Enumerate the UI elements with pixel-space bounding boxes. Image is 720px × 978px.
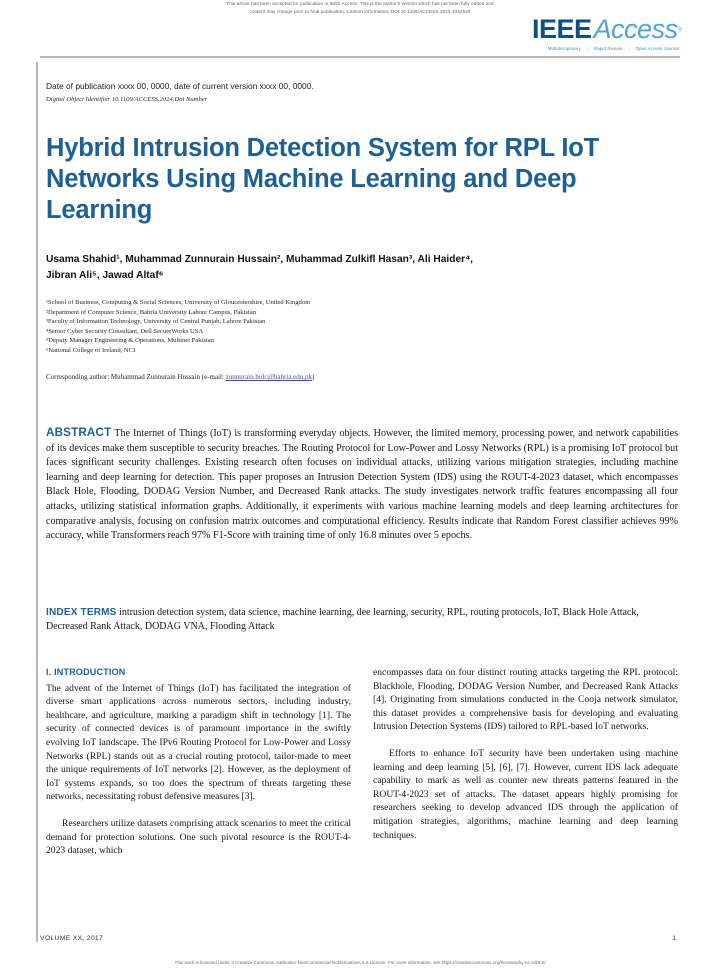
affiliation-item: ⁴Senior Cyber Security Consultant, Dell SecureWorks USA (46, 327, 204, 335)
index-terms-label: INDEX TERMS (46, 607, 117, 618)
footer-page-number: 1 (672, 935, 676, 942)
intro-paragraph-2: Researchers utilize datasets comprising attack scenarios to meet the critical demand for protection solutions. One such pivotal resource is the ROUT-4-2023 dataset, which (46, 817, 351, 857)
affiliation-item: ⁶National College of Ireland, NCI (46, 346, 136, 354)
intro-paragraph-1: The advent of the Internet of Things (IoT) has facilitated the integration of diverse smart applications across numerous sectors, including industry, healthcare, and agriculture, marking a paradigm shift in technology [1]. The security of connected devices is of paramount importance in the swiftly evolving IoT landscape. The IPv6 Routing Protocol for Low-Power and Lossy Networks (RPL) stands out as a crucial routing protocol, tailor-made to meet the unique requirements of IoT networks [2]. However, as the deployment of IoT systems expands, so too does the spectrum of threats targeting these networks, necessitating robust defensive measures [3]. (46, 682, 351, 803)
corresponding-author (46, 372, 646, 382)
corresponding-author-suffix: ) (311, 373, 315, 381)
digital-object-identifier: Digital Object Identifier 10.1109/ACCESS.2024.Doi Number (46, 96, 208, 103)
affiliation-item: ²Department of Computer Science, Bahria University Lahore Campus, Pakistan (46, 308, 256, 316)
index-terms-section (46, 606, 666, 635)
abstract-label: ABSTRACT (46, 426, 112, 439)
body-column-right (373, 666, 678, 921)
left-margin-rule (36, 62, 38, 942)
affiliation-item: ⁵Deputy Manager Engineering & Operations, Multinet Pakistan (46, 337, 215, 345)
author-line-1: Usama Shahid¹, Muhammad Zunnurain Hussain², Muhammad Zulkifl Hasan³, Ali Haider⁴, (46, 254, 473, 265)
license-notice: This work is licensed under a Creative Commons Attribution-NonCommercial-NoDerivatives 4.0 License. For more information, see https://creativecommons.org/licenses/by-nc-nd/4.0/ (174, 960, 546, 965)
intro-paragraph-4: Efforts to enhance IoT security have been undertaken using machine learning and deep learning [5], [6], [7]. However, current IDS lack adequate capability to mark as well as counter new threats patterns featured in the ROUT-4-2023 set of attacks. The dataset appears highly promising for researchers seeking to develop advanced IDS through the application of mitigation strategies, algorithms, machine learning and deep learning techniques. (373, 747, 678, 841)
tagline-open-access: Open Access Journal (635, 46, 679, 51)
affiliation-list (46, 298, 606, 356)
footer-volume: VOLUME XX, 2017 (40, 935, 104, 942)
page-title: Hybrid Intrusion Detection System for RPL IoT Networks Using Machine Learning and Deep Learning (46, 134, 600, 224)
abstract-text: The Internet of Things (IoT) is transforming everyday objects. However, the limited memory, processing power, and network capabilities of its devices make them susceptible to security breaches. The Routing Protocol for Low-Power and Lossy Networks (RPL) is a promising IoT protocol but faces significant security challenges. Existing research often focuses on individual attacks, utilizing various mitigation strategies, including machine learning and deep learning for detection. This paper proposes an Intrusion Detection System (IDS) using the ROUT-4-2023 dataset, which encompasses Black Hole, Flooding, DODAG Version Number, and Decreased Rank attacks. The study investigates network traffic features encompassing all four attacks, utilizing statistical information graphs. Additionally, it experiments with various machine learning models and deep learning architectures for comparative analysis, focusing on confusion matrix outcomes and computational efficiency. Results indicate that Random Forest classifier achieves 99% accuracy, while Transformers reach 97% F1-Score with training time of only 16.8 minutes over 5 epochs. (46, 428, 678, 542)
logo-tagline (532, 46, 682, 51)
affiliation-item: ³Faculty of Information Technology, University of Central Punjab, Lahore Pakistan (46, 318, 266, 326)
author-line-2: Jibran Ali⁵, Jawad Altaf⁶ (46, 269, 164, 281)
tagline-multidisciplinary: Multidisciplinary (547, 46, 581, 51)
header-divider (40, 56, 680, 58)
ieee-access-logo (532, 16, 682, 51)
ieee-wordmark: IEEE (532, 14, 592, 44)
publication-dates: Date of publication xxxx 00, 0000, date of current version xxxx 00, 0000. (46, 81, 314, 91)
access-wordmark: Access (593, 14, 678, 44)
accept-notice-line-1: This article has been accepted for publication in IEEE Access. This is the author's version which has not been fully edited and (226, 1, 494, 6)
section-heading-introduction: I. INTRODUCTION (46, 667, 126, 677)
abstract-section (46, 426, 678, 544)
publication-info (46, 80, 666, 105)
accept-notice-line-2: content may change prior to final publication. Citation information: DOI 10.1109/ACCESS.2024.3442529 (249, 9, 471, 14)
trademark-icon: ® (677, 27, 682, 34)
affiliation-item: ¹School of Business, Computing & Social Sciences, University of Gloucestershire, United Kingdom (46, 299, 311, 306)
tagline-separator-1: | (586, 46, 589, 51)
ieee-access-logo-text (532, 16, 682, 43)
corresponding-author-email-link[interactable]: zunnurain.bulc@bahria.edu.pk (225, 373, 312, 381)
author-list (46, 252, 646, 283)
body-columns (46, 666, 678, 921)
corresponding-author-prefix: Corresponding author: Muhammad Zunnurain Hussain (e-mail: (46, 373, 226, 381)
intro-paragraph-3: encompasses data on four distinct routing attacks targeting the RPL protocol: Blackhole, Flooding, DODAG Version Number, and Decreased Rank Attacks [4]. Originating from simulations conducted in the Cooja network simulator, this dataset provides a comprehensive basis for developing and evaluating Intrusion Detection Systems (IDS) tailored to RPL-based IoT networks. (373, 667, 678, 733)
index-terms-text: intrusion detection system, data science, machine learning, dee learning, security, RPL, routing protocols, IoT, Black Hole Attack, Decreased Rank Attack, DODAG VNA, Flooding Attack (46, 607, 639, 633)
body-column-left (46, 666, 351, 921)
tagline-rapid-review: Rapid Review (594, 46, 623, 51)
tagline-separator-2: | (628, 46, 630, 51)
